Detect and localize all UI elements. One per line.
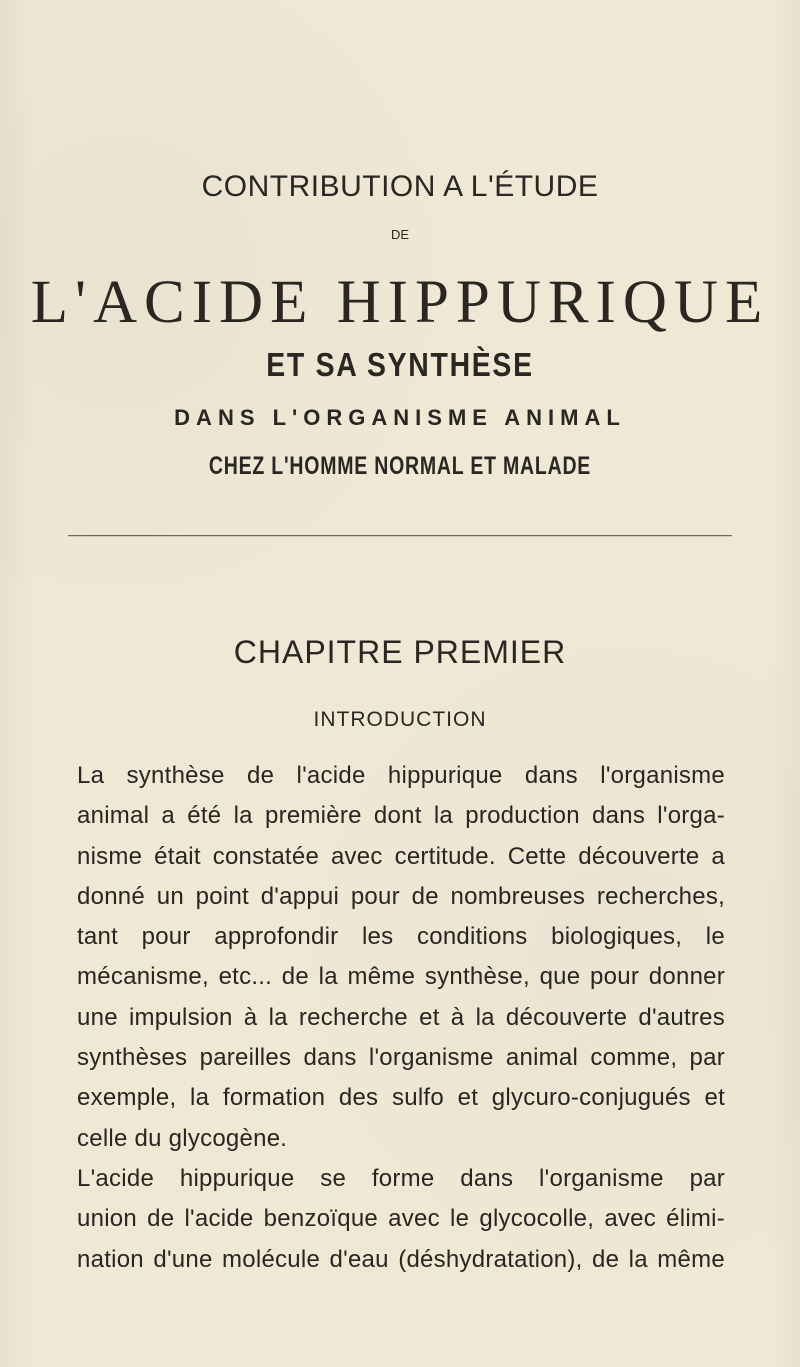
subtitle-human-normal-sick: CHEZ L'HOMME NORMAL ET MALADE	[208, 452, 592, 480]
title-line-contribution: CONTRIBUTION A L'ÉTUDE	[201, 170, 599, 203]
document-body	[77, 756, 725, 1280]
text-line: donné un point d'appui pour de nombreuses recherches,	[77, 882, 725, 910]
text-line: mécanisme, etc... de la même synthèse, que pour donner	[77, 963, 725, 991]
main-title: L'ACIDE HIPPURIQUE	[30, 269, 770, 336]
paragraph-hippuric-formation	[77, 1159, 725, 1280]
chapter-title: CHAPITRE PREMIER	[233, 634, 567, 670]
text-line: exemple, la formation des sulfo et glycuro-conjugués et	[77, 1084, 725, 1112]
text-line: nisme était constatée avec certitude. Cette découverte a	[77, 842, 725, 870]
subtitle-synthesis: ET SA SYNTHÈSE	[266, 346, 534, 383]
title-line-de: DE	[390, 227, 410, 242]
text-line: L'acide hippurique se forme dans l'organisme par	[77, 1164, 725, 1192]
paragraph-introduction	[77, 756, 725, 1159]
text-line: La synthèse de l'acide hippurique dans l'organisme	[77, 762, 725, 789]
horizontal-divider	[68, 535, 732, 536]
text-line: synthèses pareilles dans l'organisme animal comme, par	[77, 1044, 725, 1072]
subtitle-animal-organism: DANS L'ORGANISME ANIMAL	[174, 405, 626, 430]
text-line: tant pour approfondir les conditions biologiques, le	[77, 923, 725, 951]
text-line: une impulsion à la recherche et à la découverte d'autres	[77, 1003, 725, 1031]
section-title: INTRODUCTION	[313, 708, 487, 731]
text-line: animal a été la première dont la production dans l'orga-	[77, 802, 725, 830]
text-line: nation d'une molécule d'eau (déshydratation), de la même	[77, 1245, 725, 1273]
text-line: union de l'acide benzoïque avec le glycocolle, avec élimi-	[77, 1205, 725, 1233]
text-line: celle du glycogène.	[77, 1124, 288, 1152]
